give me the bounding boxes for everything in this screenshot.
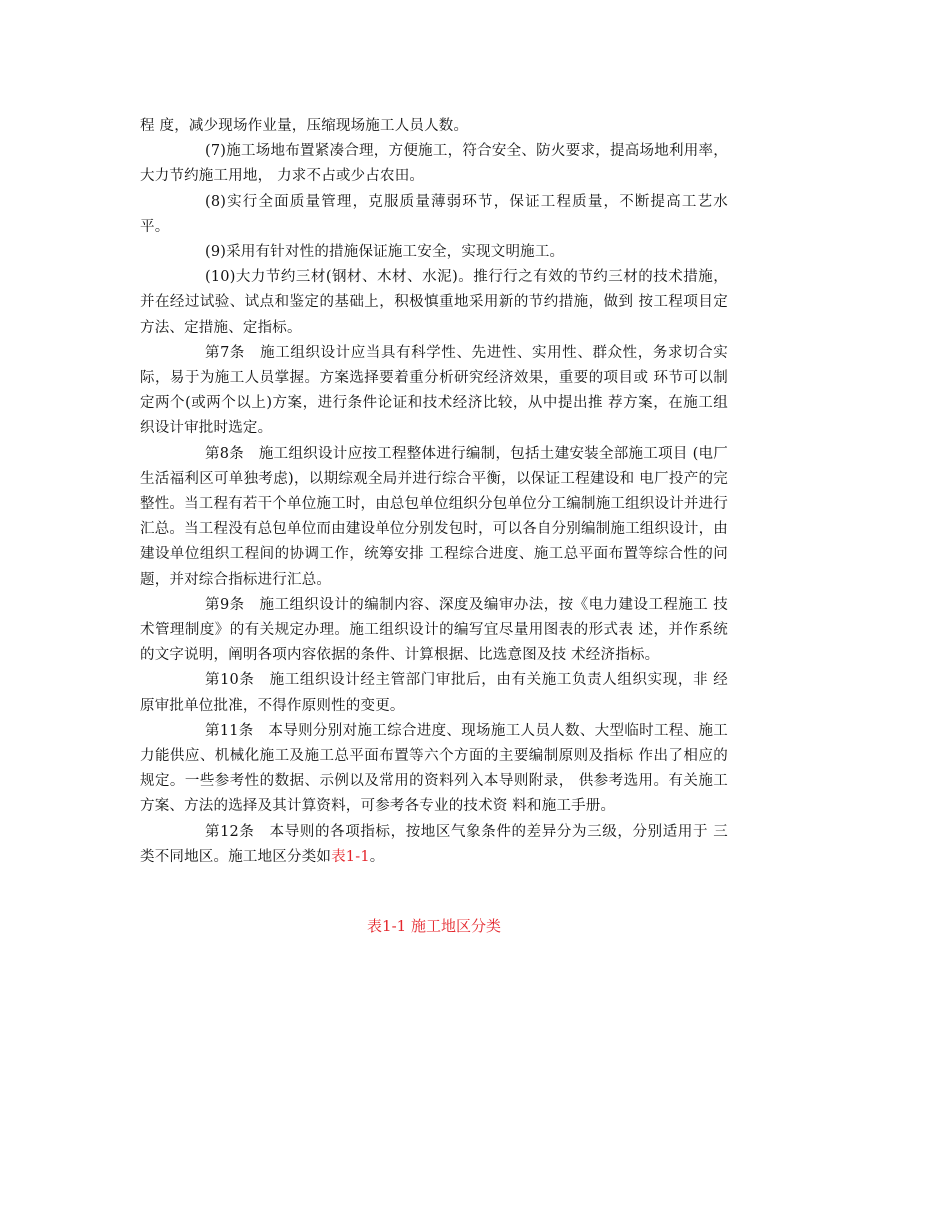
document-body xyxy=(140,114,728,935)
paragraph-item-10: (10)大力节约三材(钢材、木材、水泥)。推行行之有效的节约三材的技术措施，并在经过试验、试点和鉴定的基础上，积极慎重地采用新的节约措施，做到 按工程项目定方法、定措施、定指标。 xyxy=(140,269,728,336)
table-caption: 表1-1 施工地区分类 xyxy=(367,917,501,935)
paragraph-item-8: (8)实行全面质量管理，克服质量薄弱环节，保证工程质量，不断提高工艺水 平。 xyxy=(140,193,728,235)
paragraph-item-9: (9)采用有针对性的措施保证施工安全，实现文明施工。 xyxy=(205,244,565,261)
paragraph-article-10: 第10条 施工组织设计经主管部门审批后，由有关施工负责人组织实现，非 经原审批单位批准，不得作原则性的变更。 xyxy=(140,672,728,714)
paragraph-article-9: 第9条 施工组织设计的编制内容、深度及编审办法，按《电力建设工程施工 技术管理制度》的有关规定办理。施工组织设计的编写宜尽量用图表的形式表 述，并作系统的文字说明，阐明各项内容依据的条件、计算根据、比选意图及技 术经济指标。 xyxy=(140,596,728,664)
table-reference-link[interactable]: 表1-1 xyxy=(331,848,370,865)
paragraph-continuation: 程 度，减少现场作业量，压缩现场施工人员人数。 xyxy=(140,118,469,134)
paragraph-item-7: (7)施工场地布置紧凑合理，方便施工，符合安全、防火要求，提高场地利用率，大力节约施工用地， 力求不占或少占农田。 xyxy=(140,143,728,185)
paragraph-article-12-suffix: 。 xyxy=(369,848,385,865)
paragraph-article-7: 第7条 施工组织设计应当具有科学性、先进性、实用性、群众性，务求切合实际，易于为施工人员掌握。方案选择要着重分析研究经济效果，重要的项目或 环节可以制定两个(或两个以上)方案，进行条件论证和技术经济比较，从中提出推 荐方案，在施工组织设计审批时选定。 xyxy=(140,344,728,437)
paragraph-article-8: 第8条 施工组织设计应按工程整体进行编制，包括土建安装全部施工项目 (电厂生活福利区可单独考虑)，以期综观全局并进行综合平衡，以保证工程建设和 电厂投产的完整性。当工程有若干个单位施工时，由总包单位组织分包单位分工编制施工组织设计并进行汇总。当工程没有总包单位而由建设单位分别发包时，可以各自分别编制施工组织设计，由建设单位组织工程间的协调工作，统筹安排 工程综合进度、施工总平面布置等综合性的问题，并对综合指标进行汇总。 xyxy=(140,445,728,588)
paragraph-article-11: 第11条 本导则分别对施工综合进度、现场施工人员人数、大型临时工程、施工力能供应、机械化施工及施工总平面布置等六个方面的主要编制原则及指标 作出了相应的规定。一些参考性的数据、示例以及常用的资料列入本导则附录， 供参考选用。有关施工方案、方法的选择及其计算资料，可参考各专业的技术资 料和施工手册。 xyxy=(140,722,728,815)
paragraph-article-12-text: 第12条 本导则的各项指标，按地区气象条件的差异分为三级，分别适用于 三类不同地区。施工地区分类如 xyxy=(140,823,728,865)
paragraph-article-12 xyxy=(140,820,728,870)
